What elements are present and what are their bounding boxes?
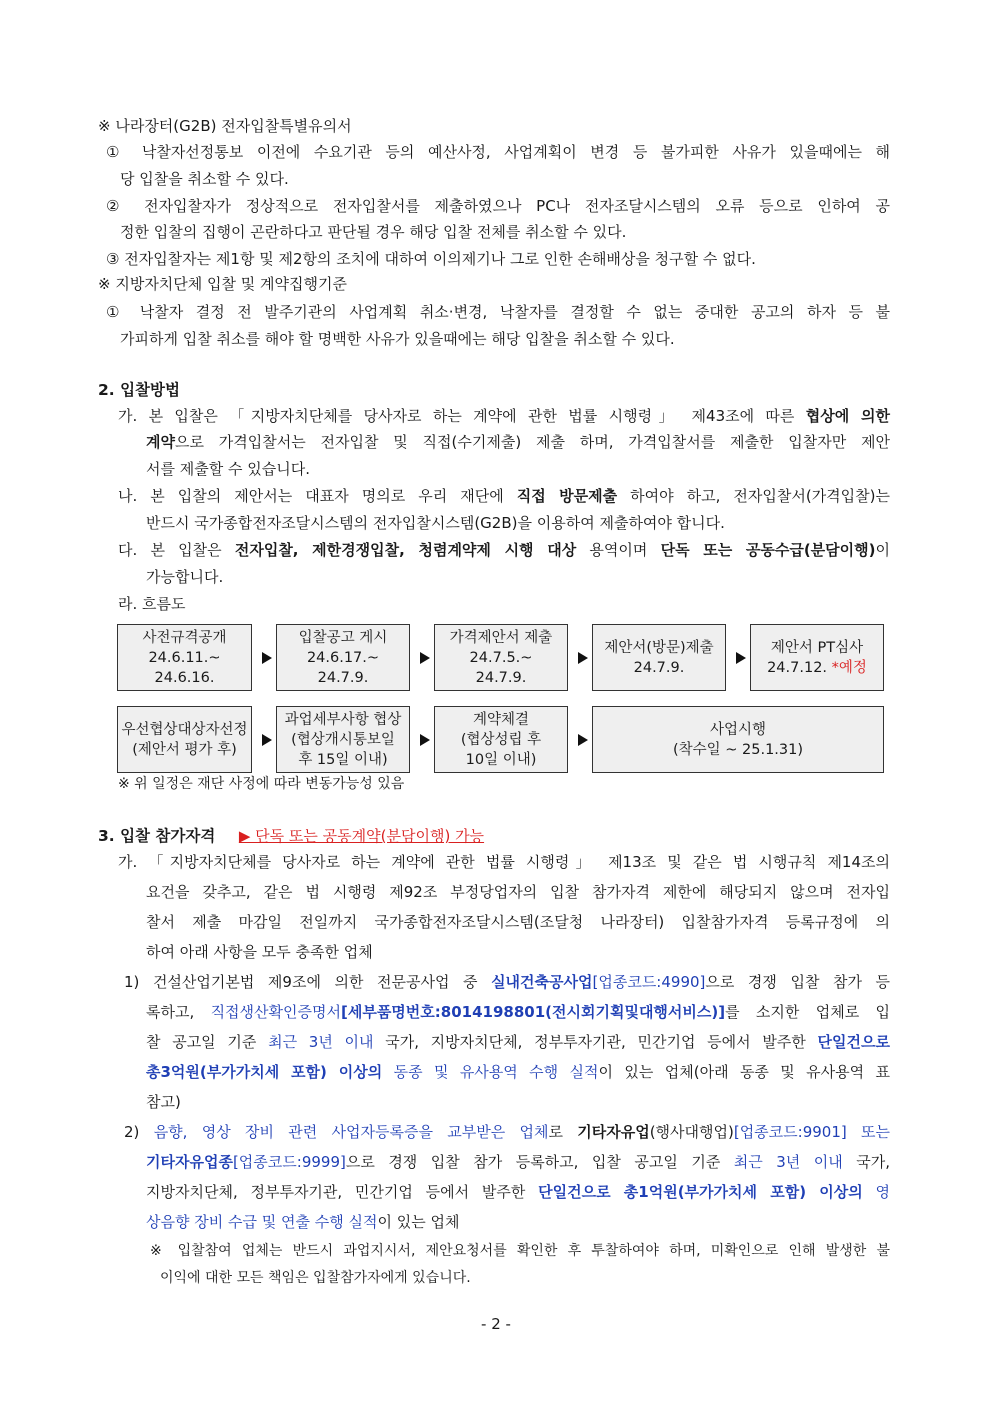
flow-step-proposal-submit: 제안서(방문)제출 24.7.9.	[592, 624, 726, 691]
section3-ga-line3: 찰서 제출 마감일 전일까지 국가종합전자조달시스템(조달청 나라장터) 입찰참가자격 등록규정에 의	[146, 913, 890, 931]
flow-step-bid-notice: 입찰공고 게시 24.6.17.~ 24.7.9.	[276, 624, 410, 691]
flow-arrow-right-icon	[262, 652, 272, 664]
section3-heading	[98, 826, 484, 846]
qual-item2-line3: 지방자치단체, 정부투자기관, 민간기업 등에서 발주한 단일건으로 총1억원(부가가치세 포함) 이상의 영	[146, 1183, 890, 1201]
page-number: - 2 -	[481, 1315, 511, 1333]
qual-item1-line3: 찰 공고일 기준 최근 3년 이내 국가, 지방자치단체, 정부투자기관, 민간기업 등에서 발주한 단일건으로	[146, 1033, 890, 1051]
bid-warning-line2: 이익에 대한 모든 책임은 입찰참가자에게 있습니다.	[160, 1270, 471, 1286]
section3-ga-line1: 가. 「지방자치단체를 당사자로 하는 계약에 관한 법률 시행령」 제13조 및 같은 법 시행규칙 제14조의	[118, 853, 890, 871]
flow-step-pt-review: 제안서 PT심사 24.7.12. *예정	[750, 624, 884, 691]
g2b-item1-line2: 당 입찰을 취소할 수 있다.	[120, 170, 289, 188]
local-notice-title: ※ 지방자치단체 입찰 및 계약집행기준	[98, 275, 347, 293]
qual-item2-line1: 2) 음향, 영상 장비 관련 사업자등록증을 교부받은 업체로 기타자유업(행사대행업)[업종코드:9901] 또는	[124, 1123, 890, 1141]
flow-arrow-right-icon	[578, 734, 588, 746]
section2-ra-flowchart-label: 라. 흐름도	[118, 595, 186, 613]
flow-arrow-right-icon	[736, 652, 746, 664]
flow-schedule-note: ※ 위 일정은 재단 사정에 따라 변동가능성 있음	[118, 776, 405, 792]
flow-arrow-right-icon	[578, 652, 588, 664]
section2-na-line2: 반드시 국가종합전자조달시스템의 전자입찰시스템(G2B)을 이용하여 제출하여야 합니다.	[146, 514, 725, 532]
qual-item1-line4: 총3억원(부가가치세 포함) 이상의 동종 및 유사용역 수행 실적이 있는 업체(아래 동종 및 유사용역 표	[146, 1063, 891, 1081]
qual-item1-line1: 1) 건설산업기본법 제9조에 의한 전문공사업 중 실내건축공사업[업종코드:4990]으로 경쟁 입찰 참가 등	[124, 973, 891, 991]
joint-contract-badge: ▶ 단독 또는 공동계약(분담이행) 가능	[238, 827, 485, 845]
flow-step-contract: 계약체결 (협상성립 후 10일 이내)	[434, 706, 568, 773]
section2-na-line1: 나. 본 입찰의 제안서는 대표자 명의로 우리 재단에 직접 방문제출 하여야 하고, 전자입찰서(가격입찰)는	[118, 487, 890, 505]
section3-ga-line4: 하여 아래 사항을 모두 충족한 업체	[146, 943, 373, 961]
qual-item1-line2: 록하고, 직접생산확인증명서[세부품명번호:8014198801(전시회기획및대행서비스)]를 소지한 업체로 입	[146, 1003, 890, 1021]
qual-item2-line4: 상음향 장비 수급 및 연출 수행 실적이 있는 업체	[146, 1213, 460, 1231]
section2-da-line2: 가능합니다.	[146, 568, 224, 586]
section2-ga-line2: 계약으로 가격입찰서는 전자입찰 및 직접(수기제출) 제출 하며, 가격입찰서를 제출한 입찰자만 제안	[146, 433, 890, 451]
local-item1-line2: 가피하게 입찰 취소를 해야 할 명백한 사유가 있을때에는 해당 입찰을 취소할 수 있다.	[120, 330, 675, 348]
flow-step-pre-spec: 사전규격공개 24.6.11.~ 24.6.16.	[117, 624, 252, 691]
flow-arrow-right-icon	[262, 734, 272, 746]
qual-item1-line5: 참고)	[146, 1093, 181, 1111]
section2-title: 2. 입찰방법	[98, 381, 180, 399]
section3-ga-line2: 요건을 갖추고, 같은 법 시행령 제92조 부정당업자의 입찰 참가자격 제한에 해당되지 않으며 전자입	[146, 883, 890, 901]
local-item1-line1: ① 낙찰자 결정 전 발주기관의 사업계획 취소·변경, 낙찰자를 결정할 수 없는 중대한 공고의 하자 등 불	[106, 303, 890, 321]
g2b-item3: ③ 전자입찰자는 제1항 및 제2항의 조치에 대하여 이의제기나 그로 인한 손해배상을 청구할 수 없다.	[106, 250, 756, 268]
g2b-item2-line2: 정한 입찰의 집행이 곤란하다고 판단될 경우 해당 입찰 전체를 취소할 수 있다.	[120, 223, 627, 241]
g2b-item2-line1: ② 전자입찰자가 정상적으로 전자입찰서를 제출하였으나 PC나 전자조달시스템의 오류 등으로 인하여 공	[106, 197, 890, 215]
section2-ga-line1: 가. 본 입찰은 「지방자치단체를 당사자로 하는 계약에 관한 법률 시행령」 제43조에 따른 협상에 의한	[118, 407, 890, 425]
bid-warning-line1: ※ 입찰참여 업체는 반드시 과업지시서, 제안요청서를 확인한 후 투찰하여야 하며, 미확인으로 인해 발생한 불	[150, 1243, 890, 1259]
g2b-notice-title: ※ 나라장터(G2B) 전자입찰특별유의서	[98, 117, 352, 135]
flow-arrow-right-icon	[420, 652, 430, 664]
flow-step-execution: 사업시행 (착수일 ~ 25.1.31)	[592, 706, 884, 773]
flow-step-negotiation: 과업세부사항 협상 (협상개시통보일 후 15일 이내)	[276, 706, 410, 773]
section2-da-line1: 다. 본 입찰은 전자입찰, 제한경쟁입찰, 청렴계약제 시행 대상 용역이며 단독 또는 공동수급(분담이행)이	[118, 541, 890, 559]
qual-item2-line2: 기타자유업종[업종코드:9999]으로 경쟁 입찰 참가 등록하고, 입찰 공고일 기준 최근 3년 이내 국가,	[146, 1153, 890, 1171]
flow-step-priority-select: 우선협상대상자선정 (제안서 평가 후)	[117, 706, 252, 773]
section2-ga-line3: 서를 제출할 수 있습니다.	[146, 460, 310, 478]
section3-title: 3. 입찰 참가자격	[98, 827, 216, 845]
flow-step-price-proposal: 가격제안서 제출 24.7.5.~ 24.7.9.	[434, 624, 568, 691]
g2b-item1-line1: ① 낙찰자선정통보 이전에 수요기관 등의 예산사정, 사업계획이 변경 등 불가피한 사유가 있을때에는 해	[106, 143, 890, 161]
flow-arrow-right-icon	[420, 734, 430, 746]
